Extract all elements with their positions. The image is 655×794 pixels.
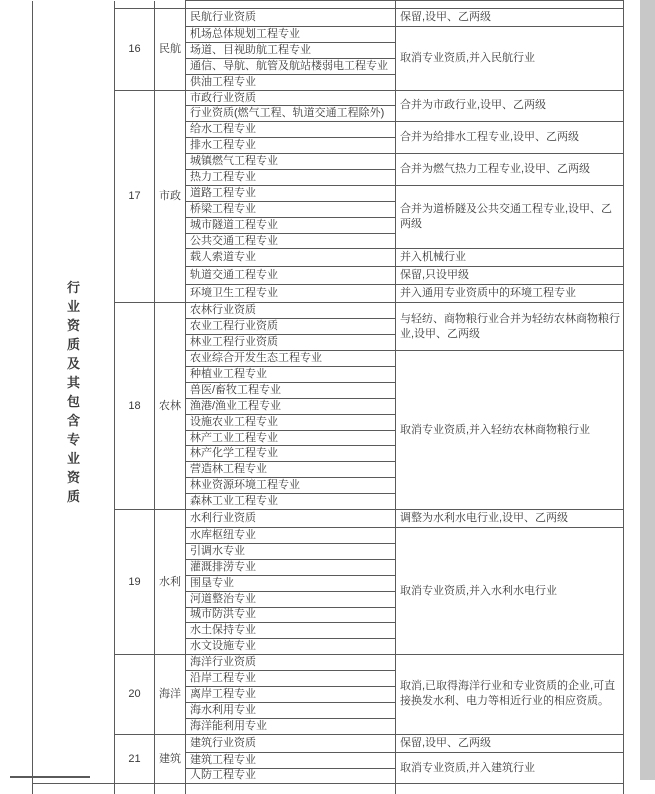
action-cell: 取消专业资质,并入建筑行业 bbox=[396, 752, 624, 784]
category-char: 行 bbox=[66, 279, 80, 295]
category-char: 及 bbox=[66, 355, 80, 371]
table-row bbox=[33, 90, 624, 106]
specialty-cell: 水库枢纽专业 bbox=[186, 528, 396, 544]
qualification-table bbox=[32, 0, 624, 794]
category-header-cell bbox=[33, 1, 115, 784]
cutoff-action-cell bbox=[396, 1, 624, 9]
specialty-cell: 离岸工程专业 bbox=[186, 686, 396, 702]
specialty-cell: 农业综合开发生态工程专业 bbox=[186, 351, 396, 367]
category-char: 资 bbox=[66, 469, 80, 485]
specialty-cell: 水利行业资质 bbox=[186, 510, 396, 528]
cutoff-action-cell bbox=[396, 784, 624, 794]
industry-name-cell: 海洋 bbox=[155, 655, 186, 734]
category-char: 其 bbox=[66, 374, 80, 390]
specialty-cell: 兽医/畜牧工程专业 bbox=[186, 382, 396, 398]
specialty-cell: 桥梁工程专业 bbox=[186, 201, 396, 217]
specialty-cell: 林业工程行业资质 bbox=[186, 335, 396, 351]
table-row bbox=[33, 734, 624, 752]
specialty-cell: 沿岸工程专业 bbox=[186, 671, 396, 687]
specialty-cell: 通信、导航、航管及航站楼弱电工程专业 bbox=[186, 58, 396, 74]
table-row-partial-top bbox=[33, 1, 624, 9]
category-char: 专 bbox=[66, 431, 80, 447]
specialty-cell: 行业资质(燃气工程、轨道交通工程除外) bbox=[186, 106, 396, 122]
category-char: 质 bbox=[66, 488, 80, 504]
specialty-cell: 市政行业资质 bbox=[186, 90, 396, 106]
specialty-cell: 热力工程专业 bbox=[186, 170, 396, 186]
specialty-cell: 营造林工程专业 bbox=[186, 462, 396, 478]
specialty-cell: 载人索道专业 bbox=[186, 249, 396, 267]
specialty-cell: 机场总体规划工程专业 bbox=[186, 27, 396, 43]
empty-industry-cell bbox=[155, 784, 186, 794]
specialty-cell: 场道、目视助航工程专业 bbox=[186, 42, 396, 58]
action-cell: 合并为市政行业,设甲、乙两级 bbox=[396, 90, 624, 122]
table-row bbox=[33, 510, 624, 528]
table-row bbox=[33, 9, 624, 27]
action-cell: 并入通用专业资质中的环境工程专业 bbox=[396, 285, 624, 303]
specialty-cell: 建筑行业资质 bbox=[186, 734, 396, 752]
industry-name-cell: 水利 bbox=[155, 510, 186, 655]
cutoff-specialty-cell bbox=[186, 784, 396, 794]
action-cell: 保留,只设甲级 bbox=[396, 267, 624, 285]
empty-industry-cell bbox=[155, 1, 186, 9]
industry-name-cell: 民航 bbox=[155, 9, 186, 91]
specialty-cell: 建筑工程专业 bbox=[186, 752, 396, 768]
specialty-cell: 林产工业工程专业 bbox=[186, 430, 396, 446]
action-cell: 取消,已取得海洋行业和专业资质的企业,可直接换发水利、电力等相近行业的相应资质。 bbox=[396, 655, 624, 734]
action-cell: 与轻纺、商物粮行业合并为轻纺农林商物粮行业,设甲、乙两级 bbox=[396, 303, 624, 351]
specialty-cell: 林产化学工程专业 bbox=[186, 446, 396, 462]
specialty-cell: 森林工业工程专业 bbox=[186, 494, 396, 510]
specialty-cell: 城镇燃气工程专业 bbox=[186, 154, 396, 170]
specialty-cell: 环境卫生工程专业 bbox=[186, 285, 396, 303]
qualification-table-body bbox=[33, 1, 624, 794]
specialty-cell: 水土保持专业 bbox=[186, 623, 396, 639]
specialty-cell: 海洋能利用专业 bbox=[186, 718, 396, 734]
category-char: 业 bbox=[66, 450, 80, 466]
category-char: 包 bbox=[66, 393, 80, 409]
action-cell: 取消专业资质,并入轻纺农林商物粮行业 bbox=[396, 351, 624, 510]
specialty-cell: 道路工程专业 bbox=[186, 185, 396, 201]
specialty-cell: 渔港/渔业工程专业 bbox=[186, 398, 396, 414]
specialty-cell: 供油工程专业 bbox=[186, 74, 396, 90]
industry-name-cell: 农林 bbox=[155, 303, 186, 510]
specialty-cell: 公共交通工程专业 bbox=[186, 233, 396, 249]
action-cell: 合并为燃气热力工程专业,设甲、乙两级 bbox=[396, 154, 624, 186]
action-cell: 保留,设甲、乙两级 bbox=[396, 9, 624, 27]
specialty-cell: 灌溉排涝专业 bbox=[186, 559, 396, 575]
action-cell: 合并为给排水工程专业,设甲、乙两级 bbox=[396, 122, 624, 154]
specialty-cell: 城市防洪专业 bbox=[186, 607, 396, 623]
category-char: 质 bbox=[66, 336, 80, 352]
specialty-cell: 农林行业资质 bbox=[186, 303, 396, 319]
action-cell: 调整为水利水电行业,设甲、乙两级 bbox=[396, 510, 624, 528]
empty-category-cell bbox=[33, 784, 115, 794]
section-number-cell: 18 bbox=[115, 303, 155, 510]
specialty-cell: 农业工程行业资质 bbox=[186, 319, 396, 335]
specialty-cell: 民航行业资质 bbox=[186, 9, 396, 27]
industry-name-cell: 建筑 bbox=[155, 734, 186, 784]
action-cell: 合并为道桥隧及公共交通工程专业,设甲、乙两级 bbox=[396, 185, 624, 249]
specialty-cell: 轨道交通工程专业 bbox=[186, 267, 396, 285]
cutoff-specialty-cell bbox=[186, 1, 396, 9]
category-char: 资 bbox=[66, 317, 80, 333]
action-cell: 取消专业资质,并入水利水电行业 bbox=[396, 528, 624, 655]
action-cell: 取消专业资质,并入民航行业 bbox=[396, 27, 624, 91]
specialty-cell: 河道整治专业 bbox=[186, 591, 396, 607]
section-number-cell: 19 bbox=[115, 510, 155, 655]
specialty-cell: 给水工程专业 bbox=[186, 122, 396, 138]
specialty-cell: 海洋行业资质 bbox=[186, 655, 396, 671]
specialty-cell: 围垦专业 bbox=[186, 575, 396, 591]
specialty-cell: 引调水专业 bbox=[186, 543, 396, 559]
specialty-cell: 设施农业工程专业 bbox=[186, 414, 396, 430]
section-number-cell: 16 bbox=[115, 9, 155, 91]
specialty-cell: 种植业工程专业 bbox=[186, 367, 396, 383]
section-number-cell: 21 bbox=[115, 734, 155, 784]
empty-number-cell bbox=[115, 784, 155, 794]
table-row-partial-bottom bbox=[33, 784, 624, 794]
section-number-cell: 20 bbox=[115, 655, 155, 734]
category-char: 含 bbox=[66, 412, 80, 428]
section-number-cell: 17 bbox=[115, 90, 155, 303]
table-row bbox=[33, 655, 624, 671]
action-cell: 并入机械行业 bbox=[396, 249, 624, 267]
industry-name-cell: 市政 bbox=[155, 90, 186, 303]
table-row bbox=[33, 303, 624, 319]
next-section-border-stub bbox=[10, 776, 90, 778]
specialty-cell: 排水工程专业 bbox=[186, 138, 396, 154]
action-cell: 保留,设甲、乙两级 bbox=[396, 734, 624, 752]
window-background-strip bbox=[640, 0, 655, 780]
specialty-cell: 人防工程专业 bbox=[186, 768, 396, 784]
specialty-cell: 海水利用专业 bbox=[186, 702, 396, 718]
specialty-cell: 林业资源环境工程专业 bbox=[186, 478, 396, 494]
category-char: 业 bbox=[66, 298, 80, 314]
specialty-cell: 城市隧道工程专业 bbox=[186, 217, 396, 233]
empty-number-cell bbox=[115, 1, 155, 9]
specialty-cell: 水文设施专业 bbox=[186, 639, 396, 655]
